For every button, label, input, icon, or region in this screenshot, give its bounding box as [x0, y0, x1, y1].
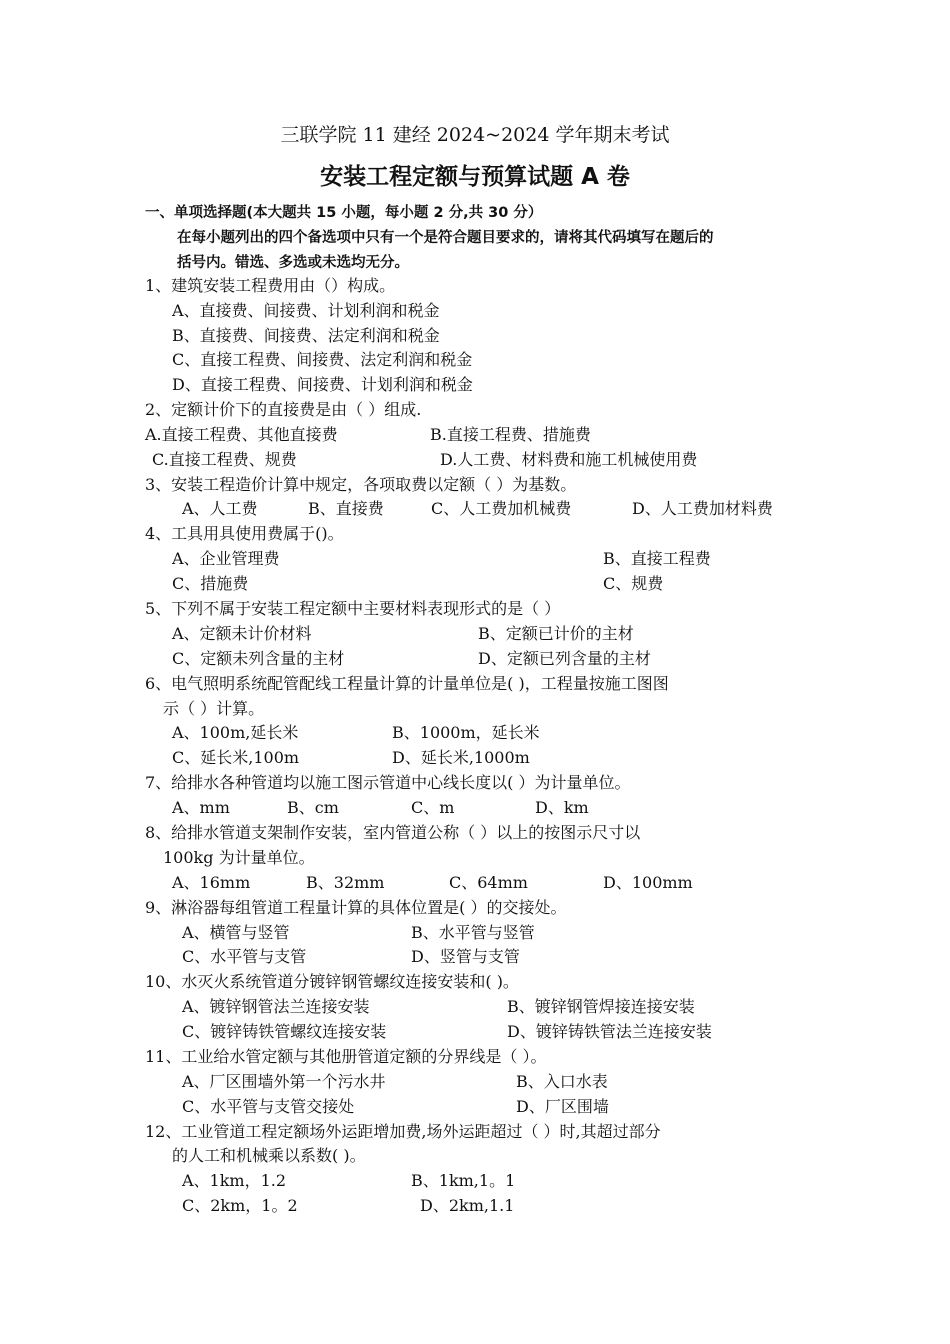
question-10-option-a: A、镀锌钢管法兰连接安装	[182, 997, 370, 1016]
question-4-option-d: C、规费	[603, 574, 664, 593]
question-3-option-b: B、直接费	[308, 499, 384, 518]
section-instruction-line-1: 在每小题列出的四个备选项中只有一个是符合题目要求的，请将其代码填写在题后的	[177, 230, 714, 246]
question-1-stem: 1、建筑安装工程费用由（）构成。	[145, 276, 396, 295]
question-12-stem-continued: 的人工和机械乘以系数( )。	[172, 1146, 366, 1165]
exam-title: 安装工程定额与预算试题 A 卷	[320, 164, 630, 190]
exam-subtitle: 三联学院 11 建经 2024~2024 学年期末考试	[280, 124, 670, 146]
question-6-option-b: B、1000m，延长米	[392, 723, 540, 742]
question-6-option-d: D、延长米,1000m	[392, 748, 530, 767]
question-9-stem: 9、淋浴器每组管道工程量计算的具体位置是( ）的交接处。	[145, 898, 567, 917]
question-2-option-b: B.直接工程费、措施费	[430, 425, 591, 444]
question-2-stem: 2、定额计价下的直接费是由（ ）组成.	[145, 400, 422, 419]
question-5-option-b: B、定额已计价的主材	[478, 624, 634, 643]
question-1-option-b: B、直接费、间接费、法定利润和税金	[172, 326, 440, 345]
question-2-option-d: D.人工费、材料费和施工机械使用费	[440, 450, 698, 469]
question-12-option-a: A、1km，1.2	[182, 1171, 287, 1190]
question-11-stem: 11、工业给水管定额与其他册管道定额的分界线是（ ）。	[145, 1047, 547, 1066]
question-11-option-a: A、厂区围墙外第一个污水井	[182, 1072, 386, 1091]
question-10-option-b: B、镀锌钢管焊接连接安装	[507, 997, 695, 1016]
question-7-option-a: A、mm	[172, 798, 230, 817]
question-7-option-c: C、m	[411, 798, 455, 817]
question-6-option-c: C、延长米,100m	[172, 748, 300, 767]
question-7-stem: 7、给排水各种管道均以施工图示管道中心线长度以( ）为计量单位。	[145, 773, 631, 792]
question-4-option-b: B、直接工程费	[603, 549, 711, 568]
question-5-option-c: C、定额未列含量的主材	[172, 649, 345, 668]
question-9-option-c: C、水平管与支管	[182, 947, 307, 966]
question-2-option-a: A.直接工程费、其他直接费	[145, 425, 338, 444]
question-8-stem-continued: 100kg 为计量单位。	[163, 848, 315, 867]
question-1-option-d: D、直接工程费、间接费、计划利润和税金	[172, 375, 473, 394]
question-1-option-c: C、直接工程费、间接费、法定利润和税金	[172, 350, 473, 369]
question-6-stem-continued: 示（ ）计算。	[163, 699, 265, 718]
question-9-option-b: B、水平管与竖管	[411, 923, 535, 942]
question-4-option-a: A、企业管理费	[172, 549, 280, 568]
question-3-option-a: A、人工费	[182, 499, 258, 518]
question-11-option-b: B、入口水表	[516, 1072, 608, 1091]
question-9-option-d: D、竖管与支管	[411, 947, 520, 966]
question-10-option-c: C、镀锌铸铁管螺纹连接安装	[182, 1022, 387, 1041]
question-8-option-d: D、100mm	[603, 873, 693, 892]
question-3-option-c: C、人工费加机械费	[431, 499, 572, 518]
question-6-option-a: A、100m,延长米	[172, 723, 299, 742]
question-4-option-c: C、措施费	[172, 574, 249, 593]
question-12-option-b: B、1km,1。1	[411, 1171, 516, 1190]
question-4-stem: 4、工具用具使用费属于()。	[145, 524, 344, 543]
section-instruction-line-2: 括号内。错选、多选或未选均无分。	[177, 255, 409, 271]
question-11-option-d: D、厂区围墙	[516, 1097, 609, 1116]
question-5-stem: 5、下列不属于安装工程定额中主要材料表现形式的是（ ）	[145, 599, 561, 618]
question-7-option-d: D、km	[535, 798, 589, 817]
question-10-stem: 10、水灭火系统管道分镀锌钢管螺纹连接安装和( )。	[145, 972, 519, 991]
question-5-option-d: D、定额已列含量的主材	[478, 649, 651, 668]
question-12-option-c: C、2km，1。2	[182, 1196, 298, 1215]
question-8-option-b: B、32mm	[306, 873, 385, 892]
question-8-option-a: A、16mm	[172, 873, 251, 892]
question-2-option-c: C.直接工程费、规费	[152, 450, 297, 469]
question-10-option-d: D、镀锌铸铁管法兰连接安装	[507, 1022, 712, 1041]
question-6-stem: 6、电气照明系统配管配线工程量计算的计量单位是( )，工程量按施工图图	[145, 674, 669, 693]
question-7-option-b: B、cm	[287, 798, 339, 817]
question-1-option-a: A、直接费、间接费、计划利润和税金	[172, 301, 440, 320]
question-8-stem: 8、给排水管道支架制作安装，室内管道公称（ ）以上的按图示尺寸以	[145, 823, 641, 842]
question-3-stem: 3、安装工程造价计算中规定，各项取费以定额（ ）为基数。	[145, 475, 577, 494]
section-heading: 一、单项选择题(本大题共 15 小题，每小题 2 分,共 30 分）	[145, 205, 543, 221]
question-12-option-d: D、2km,1.1	[420, 1196, 515, 1215]
question-9-option-a: A、横管与竖管	[182, 923, 290, 942]
question-5-option-a: A、定额未计价材料	[172, 624, 312, 643]
question-3-option-d: D、人工费加材料费	[632, 499, 773, 518]
question-12-stem: 12、工业管道工程定额场外运距增加费,场外运距超过（ ）时,其超过部分	[145, 1122, 661, 1141]
question-11-option-c: C、水平管与支管交接处	[182, 1097, 355, 1116]
question-8-option-c: C、64mm	[449, 873, 528, 892]
